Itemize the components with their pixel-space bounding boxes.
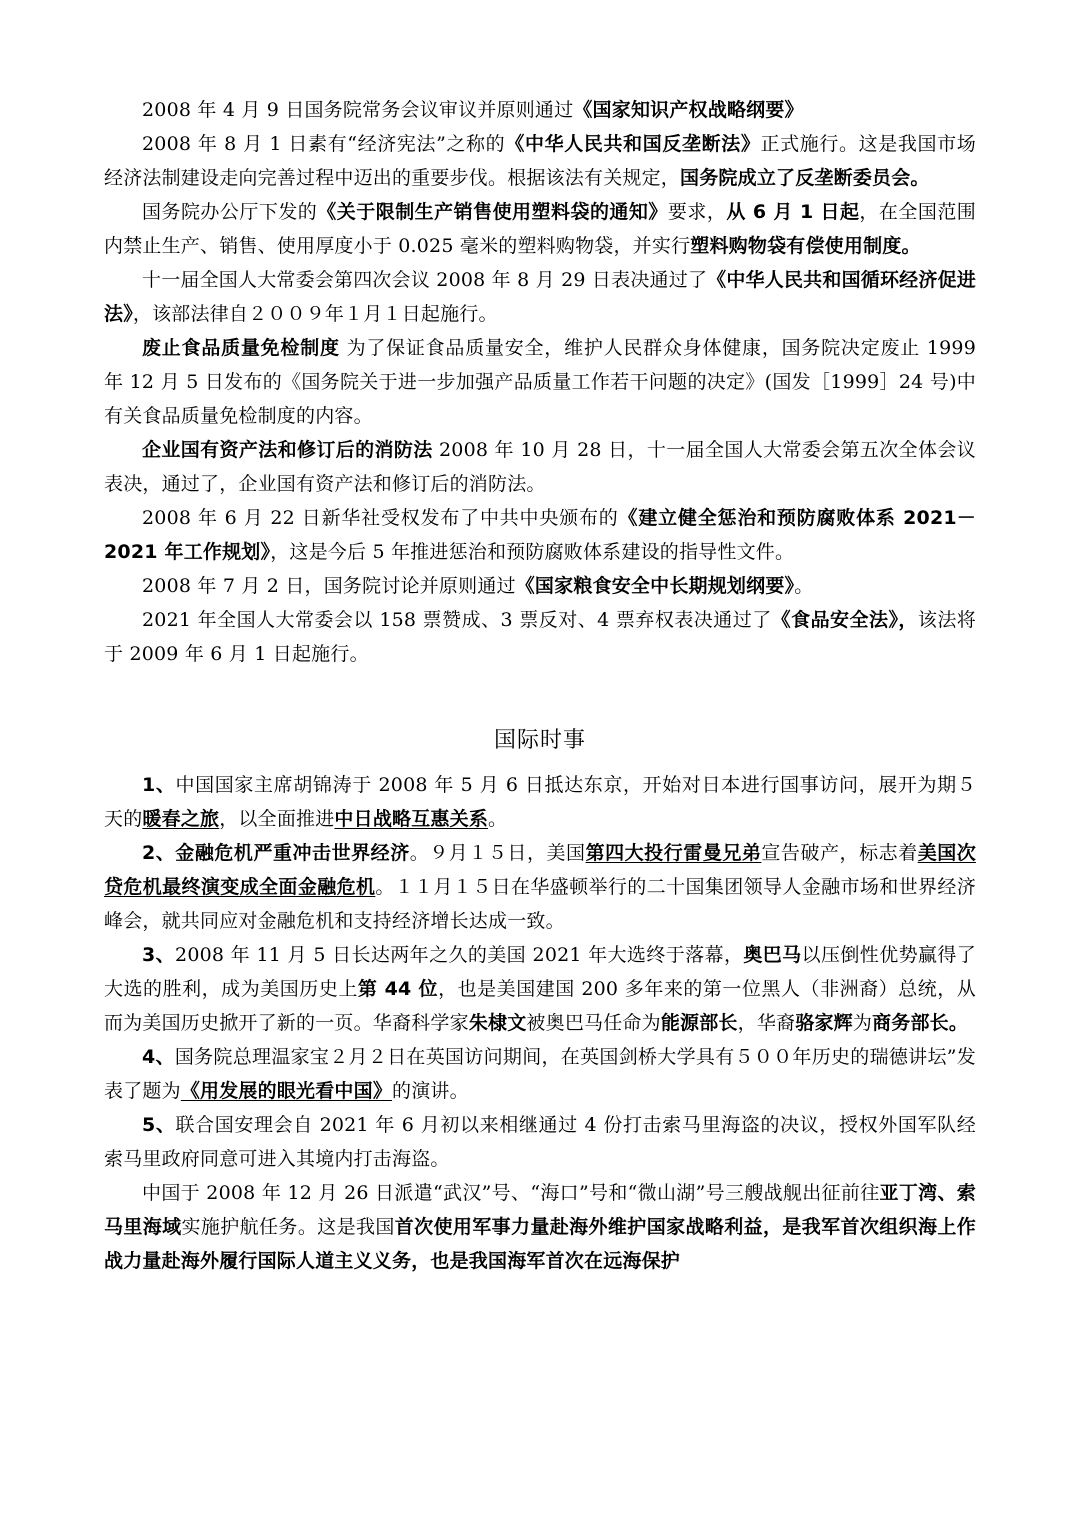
paragraph-ip-strategy xyxy=(104,93,976,127)
paragraph-intl-6 xyxy=(104,1176,976,1278)
bold-text: 《食品安全法》， xyxy=(771,609,918,631)
text: 联合国安理会自 2021 年 6 月初以来相继通过 4 份打击索马里海盗的决议，授权外国军队经索马里政府同意可进入其境内打击海盗。 xyxy=(104,1114,977,1170)
paragraph-intl-3 xyxy=(104,938,976,1040)
underlined-bold-text: 暖春之旅 xyxy=(142,808,220,830)
text: ，以全面推进 xyxy=(219,808,335,830)
bold-text: 商务部长。 xyxy=(872,1012,969,1034)
underlined-bold-text: 《用发展的眼光看中国》 xyxy=(180,1080,393,1102)
text: 。１１月１５日在华盛顿举行的二十国集团领导人金融市场和世界经济峰会，就共同应对金融危机和支持经济增长达成一致。 xyxy=(104,876,976,932)
text: 2008 年 6 月 22 日新华社受权发布了中共中央颁布的 xyxy=(142,507,619,529)
bold-text: 亚丁湾、索马里海域 xyxy=(104,1182,976,1238)
text: ，也是美国建国 200 多年来的第一位黑人（非洲裔）总统，从而为美国历史掀开了新的一页。华裔科学家 xyxy=(104,978,976,1034)
paragraph-antimonopoly-law xyxy=(104,127,976,195)
text: ，该部法律自２００９年１月１日起施行。 xyxy=(132,303,498,325)
item-number: 4、 xyxy=(142,1046,175,1068)
bold-text: 第 44 位 xyxy=(357,978,439,1000)
section-title: 国际时事 xyxy=(493,728,586,753)
text: 为了保证食品质量安全，维护人民群众身体健康，国务院决定废止 1999 年 12 月 5 日发布的《国务院关于进一步加强产品质量工作若干问题的决定》(国发［1999］24 号)中有关食品质量免检制度的内容。 xyxy=(104,337,976,427)
text: 国务院总理温家宝２月２日在英国访问期间，在英国剑桥大学具有５００年历史的瑞德讲坛”发表了题为 xyxy=(104,1046,976,1102)
bold-text: 《中华人民共和国反垄断法》 xyxy=(505,133,761,155)
text: 2008 年 7 月 2 日，国务院讨论并原则通过 xyxy=(142,575,516,597)
item-number: 3、 xyxy=(142,944,176,966)
bold-text: 《国家知识产权战略纲要》 xyxy=(573,99,804,121)
text: 为 xyxy=(852,1012,873,1034)
underlined-bold-text: 美国次贷危机最终演变成全面金融危机 xyxy=(104,842,976,898)
bold-text: 《中华人民共和国循环经济促进法》 xyxy=(104,269,976,325)
text: ，华裔 xyxy=(737,1012,796,1034)
text: 宣告破产，标志着 xyxy=(761,842,918,864)
document-page xyxy=(104,93,976,1278)
bold-text: 企业国有资产法和修订后的消防法 xyxy=(142,439,433,461)
text: 被奥巴马任命为 xyxy=(526,1012,661,1034)
bold-text: 塑料购物袋有偿使用制度。 xyxy=(690,235,921,257)
paragraph-plastic-bags xyxy=(104,195,976,263)
bold-text: 废止食品质量免检制度 xyxy=(142,337,340,359)
paragraph-food-inspection xyxy=(104,331,976,433)
text: 2008 年 8 月 1 日素有“经济宪法”之称的 xyxy=(142,133,506,155)
text: 2008 年 11 月 5 日长达两年之久的美国 2021 年大选终于落幕， xyxy=(175,944,744,966)
text: 十一届全国人大常委会第四次会议 2008 年 8 月 29 日表决通过了 xyxy=(142,269,708,291)
paragraph-intl-2 xyxy=(104,836,976,938)
text: 以压倒性优势赢得了大选的胜利，成为美国历史上 xyxy=(104,944,976,1000)
paragraph-anti-corruption xyxy=(104,501,976,569)
bold-text: 《关于限制生产销售使用塑料袋的通知》 xyxy=(317,201,668,223)
bold-text: 骆家辉 xyxy=(795,1012,853,1034)
paragraph-food-safety-law xyxy=(104,603,976,671)
text: 国务院办公厅下发的 xyxy=(142,201,318,223)
text: 。 xyxy=(794,575,814,597)
text: 正式施行。这是我国市场经济法制建设走向完善过程中迈出的重要步伐。根据该法有关规定， xyxy=(104,133,976,189)
paragraph-intl-5 xyxy=(104,1108,976,1176)
bold-text: 国务院成立了反垄断委员会。 xyxy=(680,167,930,189)
text: 。９月１５日，美国 xyxy=(409,842,586,864)
text: 2008 年 4 月 9 日国务院常务会议审议并原则通过 xyxy=(142,99,574,121)
paragraph-intl-1 xyxy=(104,768,976,836)
text: ，在全国范围内禁止生产、销售、使用厚度小于 0.025 毫米的塑料购物袋，并实行 xyxy=(104,201,977,257)
text: 要求， xyxy=(667,201,727,223)
item-number: 5、 xyxy=(142,1114,176,1136)
bold-text: 《建立健全惩治和预防腐败体系 2021－2021 年工作规划》 xyxy=(104,507,976,563)
text: 实施护航任务。这是我国 xyxy=(181,1216,395,1238)
text: 中国于 2008 年 12 月 26 日派遣“武汉”号、“海口”号和“微山湖”号三艘战舰出征前往 xyxy=(142,1182,880,1204)
item-number: 1、 xyxy=(142,774,176,796)
paragraph-intl-4 xyxy=(104,1040,976,1108)
bold-text: 金融危机严重冲击世界经济 xyxy=(175,842,410,864)
paragraph-state-assets-law xyxy=(104,433,976,501)
text: 中国国家主席胡锦涛于 2008 年 5 月 6 日抵达东京，开始对日本进行国事访问，展开为期５天的 xyxy=(104,774,977,830)
text: ，这是今后 5 年推进惩治和预防腐败体系建设的指导性文件。 xyxy=(270,541,795,563)
bold-text: 首次使用军事力量赴海外维护国家战略利益，是我军首次组织海上作战力量赴海外履行国际人道主义义务，也是我国海军首次在远海保护 xyxy=(104,1216,976,1272)
bold-text: 从 6 月 1 日起 xyxy=(726,201,860,223)
text: 2021 年全国人大常委会以 158 票赞成、3 票反对、4 票弃权表决通过了 xyxy=(142,609,772,631)
bold-text: 《国家粮食安全中长期规划纲要》 xyxy=(515,575,795,597)
paragraph-circular-economy xyxy=(104,263,976,331)
text: 该法将于 2009 年 6 月 1 日起施行。 xyxy=(104,609,976,665)
bold-text: 奥巴马 xyxy=(743,944,802,966)
bold-text: 朱棣文 xyxy=(468,1012,527,1034)
underlined-bold-text: 第四大投行雷曼兄弟 xyxy=(585,842,762,864)
text: 的演讲。 xyxy=(392,1080,469,1102)
item-number: 2、 xyxy=(142,842,176,864)
text: 2008 年 10 月 28 日，十一届全国人大常委会第五次全体会议表决，通过了，企业国有资产法和修订后的消防法。 xyxy=(104,439,976,495)
underlined-bold-text: 中日战略互惠关系 xyxy=(334,808,489,830)
bold-text: 能源部长 xyxy=(660,1012,738,1034)
text: 。 xyxy=(488,808,508,830)
paragraph-grain-security xyxy=(104,569,976,603)
